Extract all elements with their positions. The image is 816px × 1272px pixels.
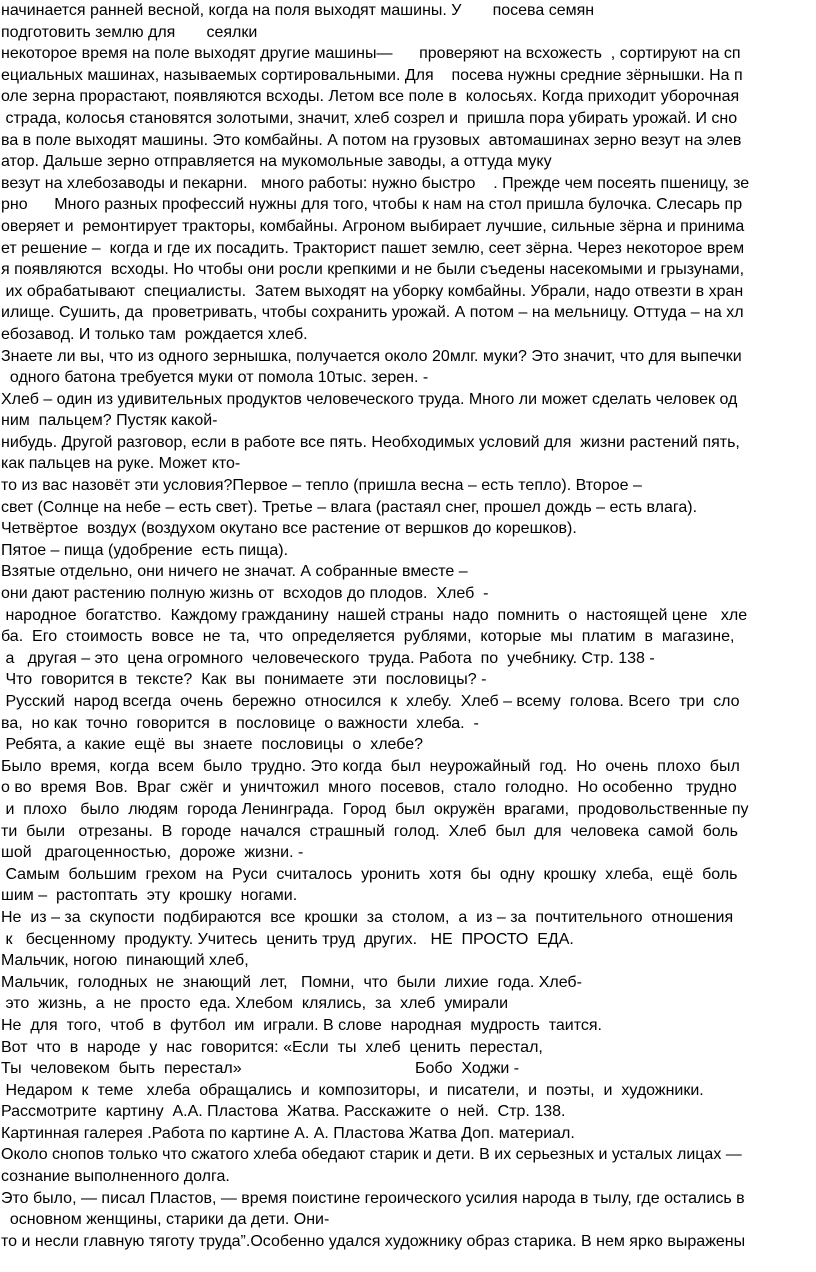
text-line: шим – растоптать эту крошку ногами. [1,887,298,905]
text-line: оверяет и ремонтирует тракторы, комбайны. Агроном выбирает лучшие, сильные зёрна и принима [1,217,745,235]
text-line: ет решение – когда и где их посадить. Тракторист пашет землю, сеет зёрна. Через некоторое врем [1,239,745,257]
text-line: Вот что в народе у нас говорится: «Если ты хлеб ценить перестал, [1,1038,543,1056]
text-line: некоторое время на поле выходят другие машины— проверяют на всхожесть , сортируют на сп [1,45,741,63]
text-line: ти были отрезаны. В городе начался страшный голод. Хлеб был для человека самой боль [1,822,738,840]
text-line: Хлеб – один из удивительных продуктов человеческого труда. Много ли может сделать человек од [1,390,738,408]
text-line: и плохо было людям города Ленинграда. Город был окружён врагами, продовольственные пу [1,800,749,818]
text-line: Пятое – пища (удобрение есть пища). [1,541,289,559]
text-line: нибудь. Другой разговор, если в работе все пять. Необходимых условий для жизни растений пять, [1,433,740,451]
text-line: ним пальцем? Пустяк какой- [1,412,218,430]
text-line: сознание выполненного долга. [1,1168,230,1186]
text-line: Русский народ всегда очень бережно относился к хлебу. Хлеб – всему голова. Всего три сло [1,693,740,710]
text-line: я появляются всходы. Но чтобы они росли крепкими и не были съедены насекомыми и грызунами, [1,261,745,279]
text-line: свет (Солнце на небе – есть свет). Третье – влага (растаял снег, прошел дождь – есть влага). [1,498,698,516]
text-line: как пальцев на руке. Может кто- [1,455,241,473]
text-line: Было время, когда всем было трудно. Это когда был неурожайный год. Но очень плохо был [1,757,740,775]
text-line: а другая – это цена огромного человеческого труда. Работа по учебнику. Стр. 138 - [1,649,655,667]
text-line: это жизнь, а не просто еда. Хлебом клялись, за хлеб умирали [1,995,509,1013]
text-line: атор. Дальше зерно отправляется на мукомольные заводы, а оттуда муку [1,153,552,171]
text-line: шой драгоценностью, дороже жизни. - [1,844,304,862]
text-line: рно Много разных профессий нужны для того, чтобы к нам на стол пришла булочка. Слесарь пр [1,196,743,214]
text-line: Знаете ли вы, что из одного зернышка, получается около 20млг. муки? Это значит, что для выпечки [1,347,742,365]
text-line: Мальчик, голодных не знающий лет, Помни, что были лихие года. Хлеб- [1,973,582,991]
text-line: ебозавод. И только там рождается хлеб. [1,325,308,343]
text-line: илище. Сушить, да проветривать, чтобы сохранить урожай. А потом – на мельницу. Оттуда – на хл [1,304,744,322]
text-line: то и несли главную тяготу труда”.Особенно удался художнику образ старика. В нем ярко выражены [1,1232,746,1250]
text-line: страда, колосья становятся золотыми, значит, хлеб созрел и пришла пора убирать урожай. И сно [1,109,738,127]
text-line: ва, но как точно говорится в пословице о важности хлеба. - [1,714,479,732]
text-line: к бесценному продукту. Учитесь ценить труд других. НЕ ПРОСТО ЕДА. [1,930,574,948]
text-line: о во время Вов. Враг сжёг и уничтожил много посевов, стало голодно. Но особенно трудно [1,779,737,797]
text-line: ба. Его стоимость вовсе не та, что определяется рублями, которые мы платим в магазине, [1,628,735,646]
text-line: Рассмотрите картину А.А. Пластова Жатва. Расскажите о ней. Стр. 138. [1,1103,566,1121]
text-line: везут на хлебозаводы и пекарни. много работы: нужно быстро . Прежде чем посеять пшеницу, зе [1,174,750,192]
text-line: их обрабатывают специалисты. Затем выходят на уборку комбайны. Убрали, надо отвезти в хран [1,282,744,300]
text-line: Не для того, чтоб в футбол им играли. В слове народная мудрость таится. [1,1016,602,1034]
text-line: начинается ранней весной, когда на поля выходят машины. У посева семян [1,2,595,19]
text-line: основном женщины, старики да дети. Они- [1,1211,330,1229]
text-line: они дают растению полную жизнь от всходов до плодов. Хлеб - [1,585,489,603]
text-line: Около снопов только что сжатого хлеба обедают старик и дети. В их серьезных и усталых лицах — [1,1146,742,1164]
text-line: Это было, — писал Пластов, — время поистине героического усилия народа в тылу, где остались в [1,1189,745,1207]
text-line: Самым большим грехом на Руси считалось уронить хотя бы одну крошку хлеба, ещё боль [1,865,738,883]
text-line: народное богатство. Каждому гражданину нашей страны надо помнить о настоящей цене хле [1,606,748,624]
text-line: ециальных машинах, называемых сортировальными. Для посева нужны средние зёрнышки. На п [1,66,743,84]
text-line: подготовить землю для сеялки [1,23,258,41]
text-line: Ты человеком быть перестал» Бобо Ходжи - [1,1060,520,1078]
text-line: одного батона требуется муки от помола 10тыс. зерен. - [1,369,429,387]
text-line: Взятые отдельно, они ничего не значат. А собранные вместе – [1,563,468,581]
text-line: Не из – за скупости подбираются все крошки за столом, а из – за почтительного отношения [1,908,734,926]
text-line: Мальчик, ногою пинающий хлеб, [1,952,249,970]
text-line: оле зерна прорастают, появляются всходы. Летом все поле в колосьях. Когда приходит уборочная [1,88,740,106]
text-line: Недаром к теме хлеба обращались и композиторы, и писатели, и поэты, и художники. [1,1081,704,1099]
text-line: Ребята, а какие ещё вы знаете пословицы о хлебе? [1,736,424,754]
text-line: Что говорится в тексте? Как вы понимаете эти пословицы? - [1,671,487,689]
text-line: Четвёртое воздух (воздухом окутано все растение от вершков до корешков). [1,520,577,538]
text-line: то из вас назовёт эти условия?Первое – тепло (пришла весна – есть тепло). Второе – [1,477,642,495]
text-line: Картинная галерея .Работа по картине А. А. Пластова Жатва Доп. материал. [1,1124,575,1142]
text-line: ва в поле выходят машины. Это комбайны. А потом на грузовых автомашинах зерно везут на элев [1,131,742,149]
